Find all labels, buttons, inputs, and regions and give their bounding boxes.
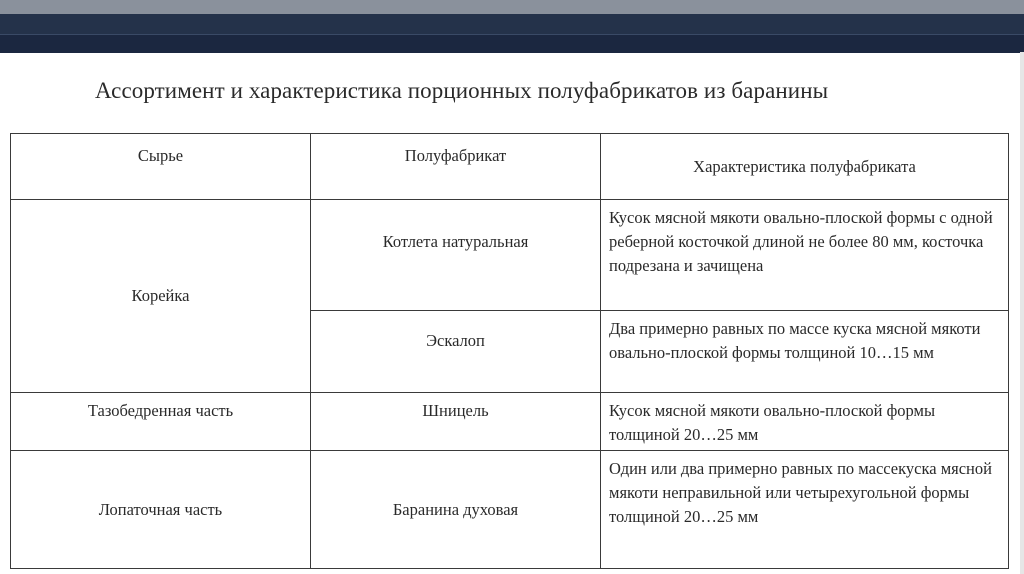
page-title: Ассортимент и характеристика порционных полуфабрикатов из баранины	[95, 78, 829, 103]
cell-semi: Эскалоп	[311, 311, 601, 393]
assortment-table	[10, 133, 1009, 569]
cell-raw: Тазобедренная часть	[11, 393, 311, 451]
cell-raw: Лопаточная часть	[11, 451, 311, 569]
cell-raw: Корейка	[11, 200, 311, 393]
table-row	[11, 200, 1009, 311]
header-band-light	[0, 0, 1024, 14]
table-row	[11, 393, 1009, 451]
header-raw: Сырье	[11, 134, 311, 200]
table-row	[11, 451, 1009, 569]
slide-edge	[1020, 52, 1024, 574]
cell-semi: Баранина духовая	[311, 451, 601, 569]
header-band-dark	[0, 14, 1024, 34]
table-header-row	[11, 134, 1009, 200]
cell-semi: Шницель	[311, 393, 601, 451]
cell-semi: Котлета натуральная	[311, 200, 601, 311]
cell-desc: Кусок мясной мякоти овально-плоской формы толщиной 20…25 мм	[601, 393, 1009, 451]
header-desc: Характеристика полуфабриката	[601, 134, 1009, 200]
cell-desc: Один или два примерно равных по массекуска мясной мякоти неправильной или четырехугольной формы толщиной 20…25 мм	[601, 451, 1009, 569]
header-band-darkest	[0, 34, 1024, 53]
cell-desc: Кусок мясной мякоти овально-плоской формы с одной реберной косточкой длиной не более 80 мм, косточка подрезана и зачищена	[601, 200, 1009, 311]
cell-desc: Два примерно равных по массе куска мясной мякоти овально-плоской формы толщиной 10…15 мм	[601, 311, 1009, 393]
header-semi: Полуфабрикат	[311, 134, 601, 200]
